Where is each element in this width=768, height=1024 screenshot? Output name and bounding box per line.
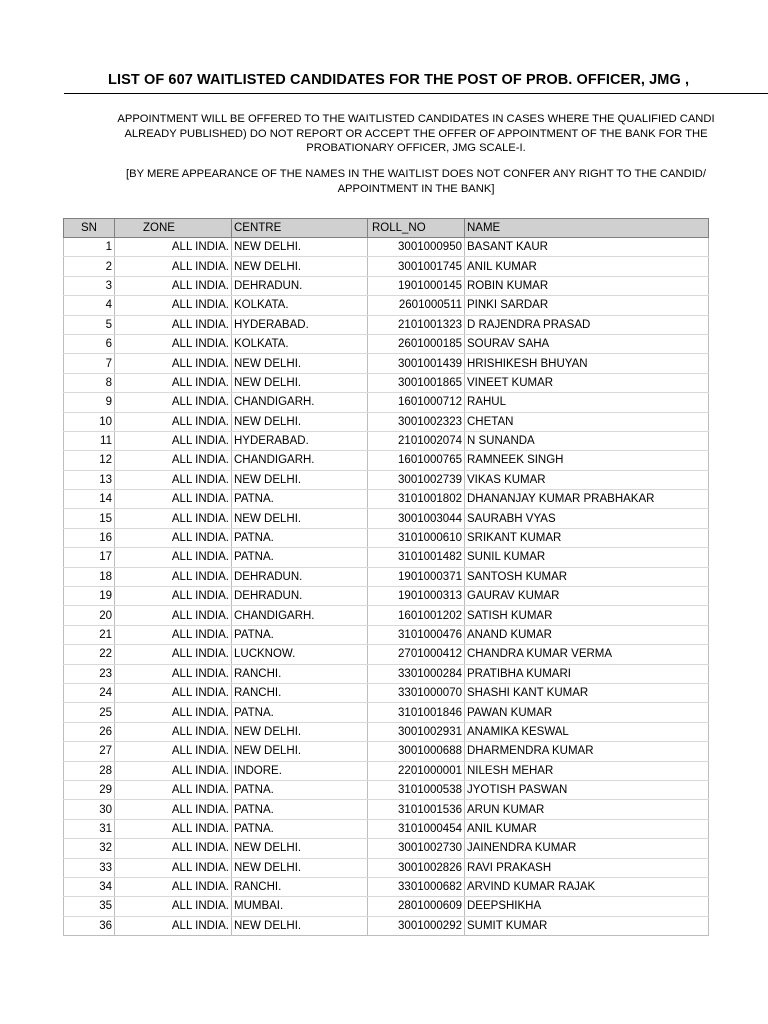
cell-zone: ALL INDIA. bbox=[115, 393, 232, 412]
header-name: NAME bbox=[465, 219, 709, 238]
cell-name: VIKAS KUMAR bbox=[465, 470, 709, 489]
cell-roll-no: 1601000765 bbox=[368, 451, 465, 470]
cell-name: RAHUL bbox=[465, 393, 709, 412]
title-underline bbox=[64, 93, 768, 94]
cell-centre: HYDERABAD. bbox=[232, 431, 368, 450]
cell-roll-no: 3101001482 bbox=[368, 548, 465, 567]
cell-sn: 21 bbox=[64, 625, 115, 644]
cell-centre: KOLKATA. bbox=[232, 296, 368, 315]
cell-name: SOURAV SAHA bbox=[465, 334, 709, 353]
cell-zone: ALL INDIA. bbox=[115, 509, 232, 528]
cell-centre: MUMBAI. bbox=[232, 897, 368, 916]
cell-sn: 32 bbox=[64, 839, 115, 858]
cell-zone: ALL INDIA. bbox=[115, 470, 232, 489]
cell-sn: 22 bbox=[64, 645, 115, 664]
cell-roll-no: 3101000610 bbox=[368, 528, 465, 547]
cell-roll-no: 3101000476 bbox=[368, 625, 465, 644]
cell-centre: PATNA. bbox=[232, 625, 368, 644]
cell-roll-no: 3001003044 bbox=[368, 509, 465, 528]
cell-name: ANIL KUMAR bbox=[465, 819, 709, 838]
cell-zone: ALL INDIA. bbox=[115, 238, 232, 257]
cell-centre: NEW DELHI. bbox=[232, 916, 368, 935]
cell-zone: ALL INDIA. bbox=[115, 780, 232, 799]
notice-line: PROBATIONARY OFFICER, JMG SCALE-I. bbox=[306, 142, 526, 154]
cell-sn: 31 bbox=[64, 819, 115, 838]
cell-zone: ALL INDIA. bbox=[115, 683, 232, 702]
table-row bbox=[64, 412, 709, 431]
cell-name: D RAJENDRA PRASAD bbox=[465, 315, 709, 334]
cell-name: HRISHIKESH BHUYAN bbox=[465, 354, 709, 373]
cell-centre: CHANDIGARH. bbox=[232, 606, 368, 625]
cell-name: RAVI PRAKASH bbox=[465, 858, 709, 877]
cell-name: CHANDRA KUMAR VERMA bbox=[465, 645, 709, 664]
cell-roll-no: 3001001439 bbox=[368, 354, 465, 373]
cell-roll-no: 3101001846 bbox=[368, 703, 465, 722]
table-row bbox=[64, 393, 709, 412]
disclaimer-notice bbox=[64, 167, 768, 197]
cell-zone: ALL INDIA. bbox=[115, 528, 232, 547]
table-row bbox=[64, 548, 709, 567]
cell-zone: ALL INDIA. bbox=[115, 742, 232, 761]
cell-sn: 4 bbox=[64, 296, 115, 315]
cell-zone: ALL INDIA. bbox=[115, 703, 232, 722]
cell-roll-no: 1901000145 bbox=[368, 276, 465, 295]
cell-name: DHANANJAY KUMAR PRABHAKAR bbox=[465, 490, 709, 509]
notice-line: ALREADY PUBLISHED) DO NOT REPORT OR ACCEPT THE OFFER OF APPOINTMENT OF THE BANK FOR THE bbox=[124, 127, 708, 140]
cell-name: GAURAV KUMAR bbox=[465, 587, 709, 606]
cell-roll-no: 3001001865 bbox=[368, 373, 465, 392]
cell-sn: 23 bbox=[64, 664, 115, 683]
cell-sn: 16 bbox=[64, 528, 115, 547]
cell-centre: HYDERABAD. bbox=[232, 315, 368, 334]
cell-roll-no: 3001002323 bbox=[368, 412, 465, 431]
table-row bbox=[64, 528, 709, 547]
cell-zone: ALL INDIA. bbox=[115, 315, 232, 334]
cell-centre: RANCHI. bbox=[232, 664, 368, 683]
cell-roll-no: 3101001536 bbox=[368, 800, 465, 819]
cell-centre: RANCHI. bbox=[232, 877, 368, 896]
cell-name: VINEET KUMAR bbox=[465, 373, 709, 392]
cell-sn: 27 bbox=[64, 742, 115, 761]
cell-name: SRIKANT KUMAR bbox=[465, 528, 709, 547]
cell-roll-no: 3101000538 bbox=[368, 780, 465, 799]
header-zone: ZONE bbox=[115, 219, 232, 238]
cell-centre: NEW DELHI. bbox=[232, 412, 368, 431]
cell-zone: ALL INDIA. bbox=[115, 412, 232, 431]
table-row bbox=[64, 296, 709, 315]
cell-centre: PATNA. bbox=[232, 548, 368, 567]
cell-centre: PATNA. bbox=[232, 703, 368, 722]
cell-zone: ALL INDIA. bbox=[115, 800, 232, 819]
table-row bbox=[64, 334, 709, 353]
table-row bbox=[64, 354, 709, 373]
disclaimer-line: [BY MERE APPEARANCE OF THE NAMES IN THE WAITLIST DOES NOT CONFER ANY RIGHT TO THE CANDID/ bbox=[126, 168, 706, 180]
cell-name: ARUN KUMAR bbox=[465, 800, 709, 819]
cell-name: JAINENDRA KUMAR bbox=[465, 839, 709, 858]
table-row bbox=[64, 276, 709, 295]
cell-zone: ALL INDIA. bbox=[115, 761, 232, 780]
table-row bbox=[64, 587, 709, 606]
table-row bbox=[64, 373, 709, 392]
cell-roll-no: 2201000001 bbox=[368, 761, 465, 780]
cell-roll-no: 3101000454 bbox=[368, 819, 465, 838]
cell-centre: CHANDIGARH. bbox=[232, 451, 368, 470]
cell-zone: ALL INDIA. bbox=[115, 916, 232, 935]
table-row bbox=[64, 238, 709, 257]
cell-roll-no: 3001002826 bbox=[368, 858, 465, 877]
cell-zone: ALL INDIA. bbox=[115, 296, 232, 315]
cell-name: SUNIL KUMAR bbox=[465, 548, 709, 567]
cell-roll-no: 3001000688 bbox=[368, 742, 465, 761]
cell-name: RAMNEEK SINGH bbox=[465, 451, 709, 470]
cell-roll-no: 2801000609 bbox=[368, 897, 465, 916]
document-title: LIST OF 607 WAITLISTED CANDIDATES FOR THE POST OF PROB. OFFICER, JMG , bbox=[108, 72, 690, 88]
cell-sn: 9 bbox=[64, 393, 115, 412]
cell-centre: KOLKATA. bbox=[232, 334, 368, 353]
cell-roll-no: 1601001202 bbox=[368, 606, 465, 625]
table-row bbox=[64, 645, 709, 664]
cell-sn: 14 bbox=[64, 490, 115, 509]
cell-centre: NEW DELHI. bbox=[232, 354, 368, 373]
cell-name: PINKI SARDAR bbox=[465, 296, 709, 315]
table-row bbox=[64, 897, 709, 916]
cell-zone: ALL INDIA. bbox=[115, 354, 232, 373]
cell-sn: 24 bbox=[64, 683, 115, 702]
cell-roll-no: 3001002931 bbox=[368, 722, 465, 741]
cell-name: SHASHI KANT KUMAR bbox=[465, 683, 709, 702]
cell-centre: PATNA. bbox=[232, 528, 368, 547]
cell-name: SATISH KUMAR bbox=[465, 606, 709, 625]
cell-sn: 5 bbox=[64, 315, 115, 334]
table-row bbox=[64, 839, 709, 858]
notice-line: APPOINTMENT WILL BE OFFERED TO THE WAITLISTED CANDIDATES IN CASES WHERE THE QUALIFIED CANDI bbox=[117, 113, 715, 125]
cell-roll-no: 2601000511 bbox=[368, 296, 465, 315]
cell-name: DHARMENDRA KUMAR bbox=[465, 742, 709, 761]
cell-roll-no: 2101002074 bbox=[368, 431, 465, 450]
table-row bbox=[64, 606, 709, 625]
table-row bbox=[64, 431, 709, 450]
cell-sn: 20 bbox=[64, 606, 115, 625]
table-header-row bbox=[64, 219, 709, 238]
table-row bbox=[64, 780, 709, 799]
cell-centre: NEW DELHI. bbox=[232, 509, 368, 528]
table-row bbox=[64, 877, 709, 896]
cell-zone: ALL INDIA. bbox=[115, 276, 232, 295]
cell-sn: 36 bbox=[64, 916, 115, 935]
cell-centre: INDORE. bbox=[232, 761, 368, 780]
table-row bbox=[64, 722, 709, 741]
table-row bbox=[64, 819, 709, 838]
cell-sn: 17 bbox=[64, 548, 115, 567]
cell-centre: NEW DELHI. bbox=[232, 742, 368, 761]
cell-name: DEEPSHIKHA bbox=[465, 897, 709, 916]
cell-zone: ALL INDIA. bbox=[115, 451, 232, 470]
cell-zone: ALL INDIA. bbox=[115, 897, 232, 916]
cell-name: NILESH MEHAR bbox=[465, 761, 709, 780]
cell-name: ROBIN KUMAR bbox=[465, 276, 709, 295]
cell-sn: 1 bbox=[64, 238, 115, 257]
cell-zone: ALL INDIA. bbox=[115, 334, 232, 353]
cell-roll-no: 1901000371 bbox=[368, 567, 465, 586]
waitlist-table bbox=[63, 218, 709, 936]
table-row bbox=[64, 916, 709, 935]
cell-zone: ALL INDIA. bbox=[115, 722, 232, 741]
cell-centre: DEHRADUN. bbox=[232, 567, 368, 586]
table-row bbox=[64, 625, 709, 644]
cell-sn: 29 bbox=[64, 780, 115, 799]
cell-roll-no: 3301000070 bbox=[368, 683, 465, 702]
cell-sn: 28 bbox=[64, 761, 115, 780]
cell-centre: PATNA. bbox=[232, 780, 368, 799]
header-centre: CENTRE bbox=[232, 219, 368, 238]
table-row bbox=[64, 742, 709, 761]
cell-zone: ALL INDIA. bbox=[115, 877, 232, 896]
cell-centre: PATNA. bbox=[232, 800, 368, 819]
cell-sn: 7 bbox=[64, 354, 115, 373]
cell-sn: 19 bbox=[64, 587, 115, 606]
cell-sn: 18 bbox=[64, 567, 115, 586]
cell-name: CHETAN bbox=[465, 412, 709, 431]
cell-sn: 3 bbox=[64, 276, 115, 295]
cell-zone: ALL INDIA. bbox=[115, 606, 232, 625]
cell-centre: CHANDIGARH. bbox=[232, 393, 368, 412]
cell-roll-no: 3001001745 bbox=[368, 257, 465, 276]
cell-centre: LUCKNOW. bbox=[232, 645, 368, 664]
cell-zone: ALL INDIA. bbox=[115, 625, 232, 644]
table-body bbox=[64, 238, 709, 936]
table-row bbox=[64, 451, 709, 470]
cell-sn: 10 bbox=[64, 412, 115, 431]
table-row bbox=[64, 567, 709, 586]
appointment-notice bbox=[64, 112, 768, 156]
cell-sn: 35 bbox=[64, 897, 115, 916]
cell-sn: 6 bbox=[64, 334, 115, 353]
table-row bbox=[64, 490, 709, 509]
cell-roll-no: 3001000950 bbox=[368, 238, 465, 257]
cell-sn: 25 bbox=[64, 703, 115, 722]
cell-name: PRATIBHA KUMARI bbox=[465, 664, 709, 683]
cell-name: SUMIT KUMAR bbox=[465, 916, 709, 935]
cell-zone: ALL INDIA. bbox=[115, 490, 232, 509]
cell-roll-no: 2701000412 bbox=[368, 645, 465, 664]
cell-sn: 13 bbox=[64, 470, 115, 489]
cell-roll-no: 3301000682 bbox=[368, 877, 465, 896]
cell-name: ANAMIKA KESWAL bbox=[465, 722, 709, 741]
cell-roll-no: 3001002739 bbox=[368, 470, 465, 489]
cell-sn: 11 bbox=[64, 431, 115, 450]
cell-zone: ALL INDIA. bbox=[115, 431, 232, 450]
cell-zone: ALL INDIA. bbox=[115, 819, 232, 838]
cell-roll-no: 1901000313 bbox=[368, 587, 465, 606]
header-roll-no: ROLL_NO bbox=[368, 219, 465, 238]
cell-centre: DEHRADUN. bbox=[232, 587, 368, 606]
cell-centre: PATNA. bbox=[232, 490, 368, 509]
cell-name: N SUNANDA bbox=[465, 431, 709, 450]
table-row bbox=[64, 257, 709, 276]
header-sn: SN bbox=[64, 219, 115, 238]
cell-name: PAWAN KUMAR bbox=[465, 703, 709, 722]
cell-sn: 2 bbox=[64, 257, 115, 276]
cell-centre: NEW DELHI. bbox=[232, 470, 368, 489]
cell-roll-no: 3101001802 bbox=[368, 490, 465, 509]
cell-zone: ALL INDIA. bbox=[115, 257, 232, 276]
cell-zone: ALL INDIA. bbox=[115, 587, 232, 606]
cell-centre: NEW DELHI. bbox=[232, 257, 368, 276]
cell-roll-no: 3001000292 bbox=[368, 916, 465, 935]
cell-sn: 15 bbox=[64, 509, 115, 528]
cell-zone: ALL INDIA. bbox=[115, 645, 232, 664]
cell-roll-no: 3301000284 bbox=[368, 664, 465, 683]
cell-zone: ALL INDIA. bbox=[115, 664, 232, 683]
cell-centre: NEW DELHI. bbox=[232, 238, 368, 257]
cell-name: ANAND KUMAR bbox=[465, 625, 709, 644]
cell-sn: 12 bbox=[64, 451, 115, 470]
cell-sn: 33 bbox=[64, 858, 115, 877]
cell-roll-no: 3001002730 bbox=[368, 839, 465, 858]
disclaimer-line: APPOINTMENT IN THE BANK] bbox=[337, 183, 495, 195]
cell-zone: ALL INDIA. bbox=[115, 373, 232, 392]
cell-centre: NEW DELHI. bbox=[232, 858, 368, 877]
table-row bbox=[64, 761, 709, 780]
cell-sn: 26 bbox=[64, 722, 115, 741]
cell-name: ARVIND KUMAR RAJAK bbox=[465, 877, 709, 896]
table-row bbox=[64, 683, 709, 702]
table-row bbox=[64, 509, 709, 528]
table-row bbox=[64, 703, 709, 722]
cell-zone: ALL INDIA. bbox=[115, 839, 232, 858]
cell-name: BASANT KAUR bbox=[465, 238, 709, 257]
cell-centre: PATNA. bbox=[232, 819, 368, 838]
cell-centre: NEW DELHI. bbox=[232, 373, 368, 392]
cell-name: JYOTISH PASWAN bbox=[465, 780, 709, 799]
cell-centre: DEHRADUN. bbox=[232, 276, 368, 295]
cell-zone: ALL INDIA. bbox=[115, 858, 232, 877]
cell-zone: ALL INDIA. bbox=[115, 567, 232, 586]
cell-sn: 8 bbox=[64, 373, 115, 392]
cell-centre: RANCHI. bbox=[232, 683, 368, 702]
table-row bbox=[64, 315, 709, 334]
cell-centre: NEW DELHI. bbox=[232, 839, 368, 858]
cell-roll-no: 2101001323 bbox=[368, 315, 465, 334]
cell-roll-no: 2601000185 bbox=[368, 334, 465, 353]
cell-sn: 30 bbox=[64, 800, 115, 819]
cell-name: SANTOSH KUMAR bbox=[465, 567, 709, 586]
table-row bbox=[64, 470, 709, 489]
table-row bbox=[64, 858, 709, 877]
table-row bbox=[64, 800, 709, 819]
table-row bbox=[64, 664, 709, 683]
cell-zone: ALL INDIA. bbox=[115, 548, 232, 567]
cell-sn: 34 bbox=[64, 877, 115, 896]
cell-centre: NEW DELHI. bbox=[232, 722, 368, 741]
cell-roll-no: 1601000712 bbox=[368, 393, 465, 412]
cell-name: SAURABH VYAS bbox=[465, 509, 709, 528]
cell-name: ANIL KUMAR bbox=[465, 257, 709, 276]
